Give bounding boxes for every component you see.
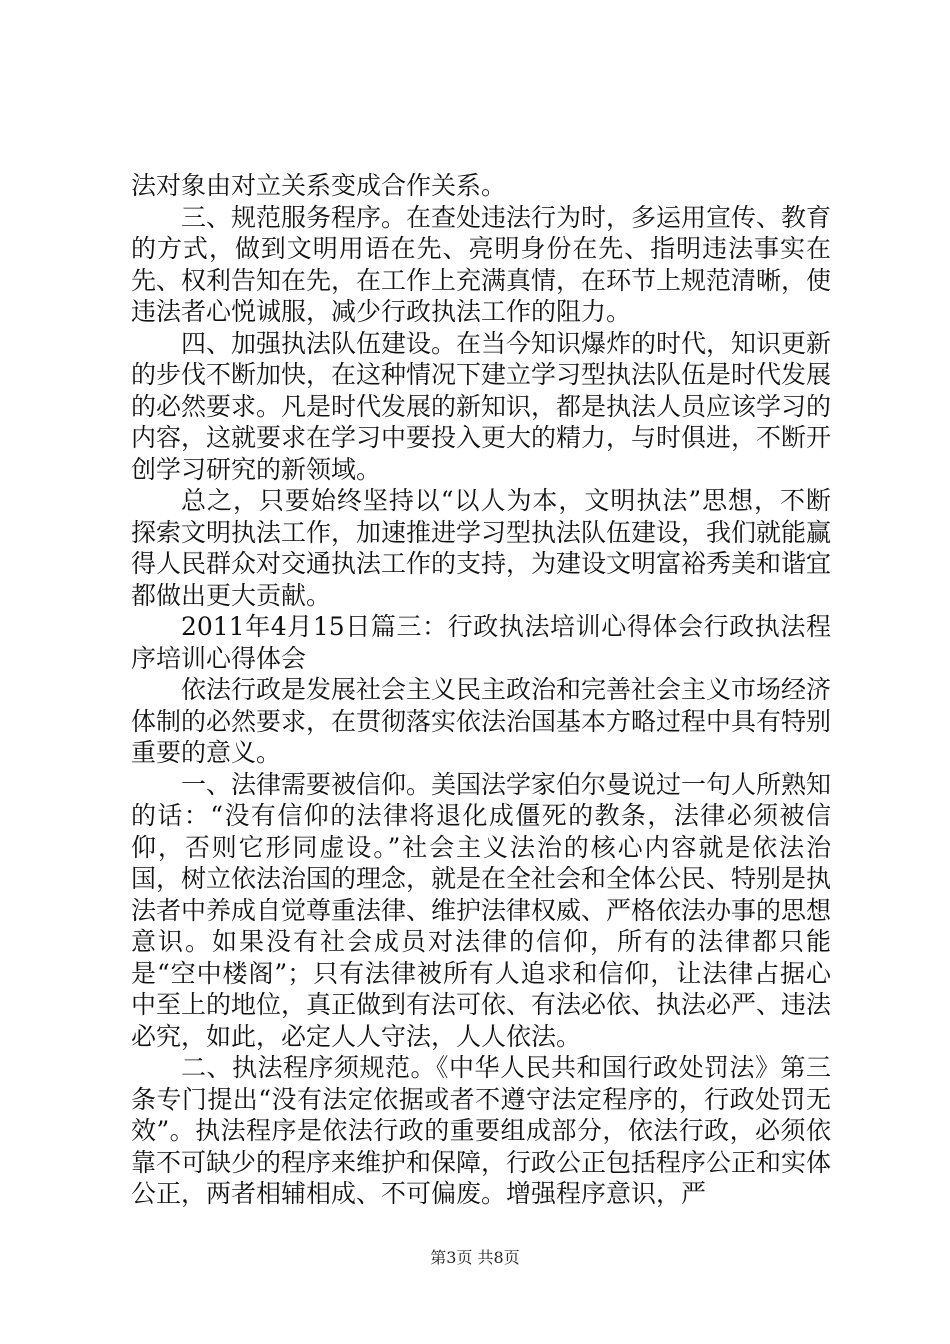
paragraph-2: 三、规范服务程序。在查处违法行为时，多运用宣传、教育的方式，做到文明用语在先、亮明身份在先、指明违法事实在先、权利告知在先，在工作上充满真情，在环节上规范清晰，使违法者心悦诚服，减少行政执法工作的阻力。 — [131, 202, 832, 326]
paragraph-6: 依法行政是发展社会主义民主政治和完善社会主义市场经济体制的必然要求，在贯彻落实依法治国基本方略过程中具有特别重要的意义。 — [131, 675, 832, 767]
document-body — [131, 170, 831, 1210]
paragraph-3: 四、加强执法队伍建设。在当今知识爆炸的时代，知识更新的步伐不断加快，在这种情况下建立学习型执法队伍是时代发展的必然要求。凡是时代发展的新知识，都是执法人员应该学习的内容，这就要求在学习中要投入更大的精力，与时俱进，不断开创学习研究的新领域。 — [131, 328, 832, 484]
paragraph-1: 法对象由对立关系变成合作关系。 — [131, 171, 507, 200]
paragraph-7: 一、法律需要被信仰。美国法学家伯尔曼说过一句人所熟知的话：“没有信仰的法律将退化成僵死的教条，法律必须被信仰，否则它形同虚设。”社会主义法治的核心内容就是依法治国，树立依法治国的理念，就是在全社会和全体公民、特别是执法者中养成自觉尊重法律、维护法律权威、严格依法办事的思想意识。如果没有社会成员对法律的信仰，所有的法律都只能是“空中楼阁”；只有法律被所有人追求和信仰，让法律占据心中至上的地位，真正做到有法可依、有法必依、执法必严、违法必究，如此，必定人人守法，人人依法。 — [131, 769, 832, 1051]
page-number-footer: 第3页 共8页 — [430, 1248, 520, 1267]
paragraph-5-heading: 2011年4月15日篇三：行政执法培训心得体会行政执法程序培训心得体会 — [131, 612, 831, 673]
paragraph-8: 二、执法程序须规范。《中华人民共和国行政处罚法》第三条专门提出“没有法定依据或者不遵守法定程序的，行政处罚无效”。执法程序是依法行政的重要组成部分，依法行政，必须依靠不可缺少的程序来维护和保障，行政公正包括程序公正和实体公正，两者相辅相成、不可偏废。增强程序意识，严 — [131, 1053, 832, 1208]
paragraph-4: 总之，只要始终坚持以“以人为本，文明执法”思想，不断探索文明执法工作，加速推进学习型执法队伍建设，我们就能赢得人民群众对交通执法工作的支持，为建设文明富裕秀美和谐宜都做出更大贡献。 — [131, 486, 832, 610]
